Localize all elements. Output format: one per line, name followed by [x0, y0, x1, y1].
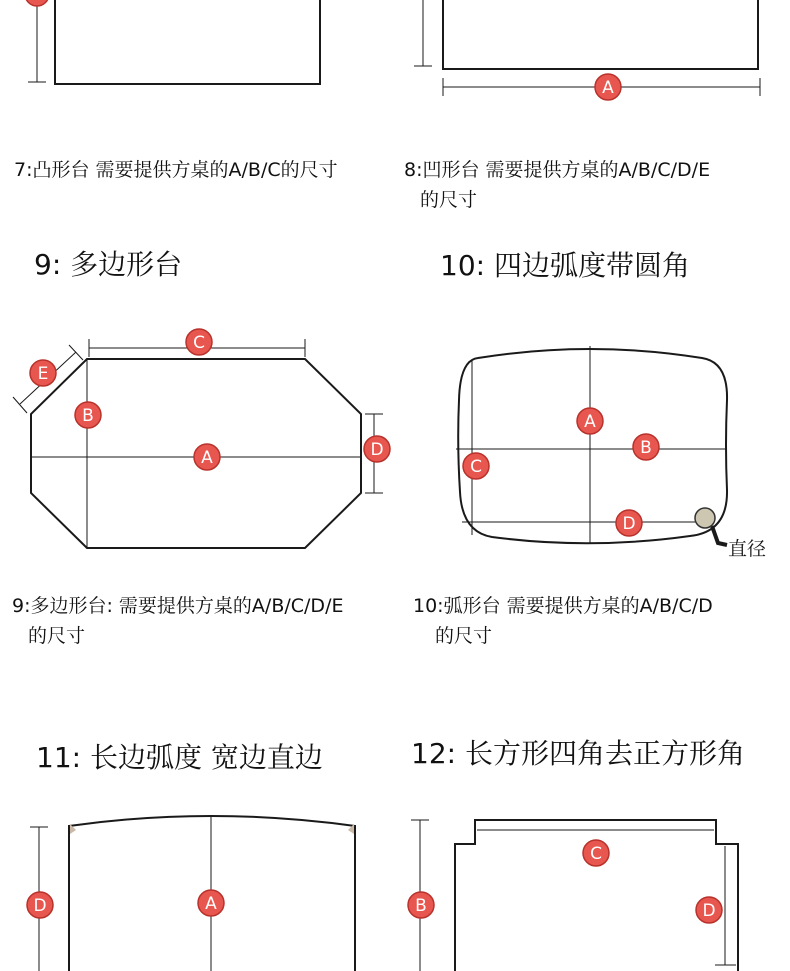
fig11-badge-a	[198, 890, 224, 916]
fig12-badge-d	[696, 897, 722, 923]
fig9-badge-d	[364, 436, 390, 462]
caption-10-line-1: 10:弧形台 需要提供方桌的A/B/C/D	[413, 595, 713, 617]
svg-text:B: B	[640, 438, 652, 458]
caption-10	[413, 591, 713, 651]
svg-text:A: A	[205, 894, 217, 914]
fig12-badge-b	[408, 892, 434, 918]
caption-9	[12, 591, 343, 651]
fig10-badge-a	[577, 408, 603, 434]
fig10-table-outline	[458, 349, 727, 543]
svg-text:C: C	[470, 457, 482, 477]
svg-text:D: D	[702, 901, 716, 921]
fig7-table-outline	[55, 0, 320, 84]
svg-text:A: A	[201, 448, 213, 468]
svg-text:E: E	[37, 364, 49, 384]
caption-8	[404, 155, 710, 215]
caption-9-line-1: 9:多边形台: 需要提供方桌的A/B/C/D/E	[12, 595, 344, 617]
title-10: 10: 四边弧度带圆角	[440, 249, 690, 282]
caption-8-line-2: 的尺寸	[420, 189, 478, 211]
svg-text:C: C	[590, 844, 602, 864]
fig9-badge-b	[75, 402, 101, 428]
figure-9-polygon-table	[13, 339, 383, 548]
fig10-badge-c	[463, 453, 489, 479]
svg-text:A: A	[602, 78, 614, 98]
svg-text:A: A	[584, 412, 596, 432]
svg-text:D: D	[622, 514, 636, 534]
svg-text:C: C	[193, 333, 205, 353]
svg-text:B: B	[415, 896, 427, 916]
fig9-badge-a	[194, 444, 220, 470]
figure-12-notched-rectangle-table	[411, 820, 738, 971]
figure-11-long-arc-table	[30, 815, 355, 971]
caption-7: 7:凸形台 需要提供方桌的A/B/C的尺寸	[14, 159, 338, 181]
caption-8-line-1: 8:凹形台 需要提供方桌的A/B/C/D/E	[404, 159, 711, 181]
fig10-badge-b	[633, 434, 659, 460]
fig11-badge-d	[27, 892, 53, 918]
title-9: 9: 多边形台	[34, 248, 183, 281]
fig10-badge-d	[616, 510, 642, 536]
fig9-badge-c	[186, 329, 212, 355]
fig7-badge-partial	[25, 0, 49, 6]
svg-text:D: D	[370, 440, 384, 460]
caption-10-line-2: 的尺寸	[435, 625, 493, 647]
figure-10-arc-rounded-table	[456, 346, 727, 544]
caption-9-line-2: 的尺寸	[28, 625, 86, 647]
fig10-diameter-label: 直径	[728, 538, 767, 560]
title-12: 12: 长方形四角去正方形角	[411, 737, 745, 770]
fig12-badge-c	[583, 840, 609, 866]
fig11-corner-marks	[70, 824, 354, 834]
figure-8-concave-table	[414, 0, 760, 96]
svg-text:B: B	[82, 406, 94, 426]
title-11: 11: 长边弧度 宽边直边	[36, 741, 323, 774]
svg-text:D: D	[33, 896, 47, 916]
fig8-table-outline	[443, 0, 758, 69]
fig8-badge-a	[595, 74, 621, 100]
figure-7-convex-table	[28, 0, 320, 84]
fig9-badge-e	[30, 360, 56, 386]
fig10-corner-diameter-marker	[695, 508, 727, 545]
